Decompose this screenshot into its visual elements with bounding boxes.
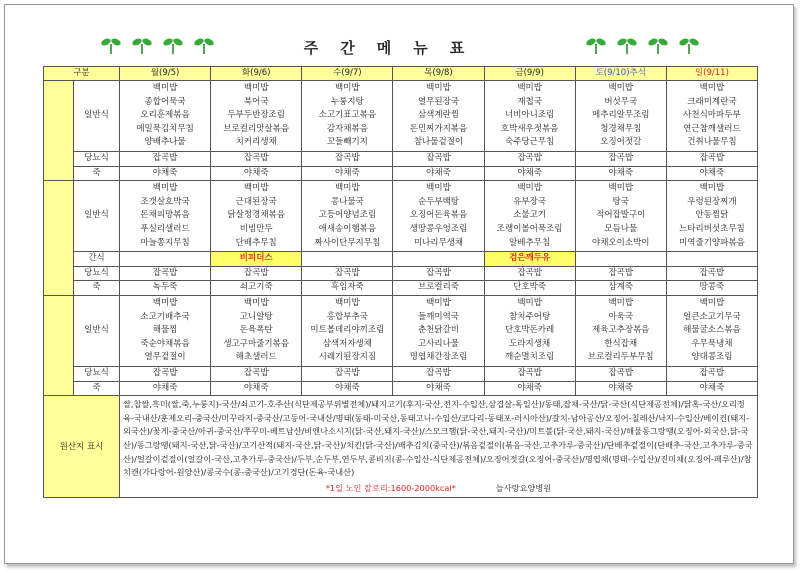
menu-item: 순두부백탕	[417, 196, 460, 207]
snack-cell: 검은깨두유	[484, 252, 575, 267]
menu-cell	[666, 81, 757, 152]
menu-item: 참나물겉절이	[413, 137, 464, 148]
menu-item: 백미밥	[243, 297, 269, 308]
diabetic-cell: 잡곡밥	[302, 266, 393, 281]
menu-item: 명엽채간장조림	[409, 352, 468, 363]
menu-item: 백미밥	[426, 297, 451, 308]
menu-item: 모듬나물	[604, 223, 638, 234]
day-header: 일(9/11)	[666, 67, 757, 81]
diabetic-cell: 잡곡밥	[484, 266, 575, 281]
menu-cell	[575, 295, 666, 366]
menu-item: 우무묵냉채	[691, 338, 733, 349]
sprout-icon	[585, 35, 607, 55]
menu-item: 해물굴소스볶음	[683, 325, 741, 336]
menu-item: 미나리무생채	[413, 237, 464, 248]
menu-cell	[575, 181, 666, 252]
menu-item: 열무된장국	[417, 96, 460, 107]
porridge-cell: 야채죽	[302, 381, 393, 396]
sprout-decoration-left	[100, 35, 215, 55]
menu-cell	[302, 295, 393, 366]
menu-item: 느타리버섯초무침	[679, 223, 745, 234]
weekly-menu-table	[43, 66, 758, 498]
menu-item: 푸실리샐러드	[140, 223, 190, 234]
day-header: 화(9/6)	[211, 67, 302, 81]
diabetic-cell: 잡곡밥	[484, 152, 575, 167]
menu-item: 단배추무침	[235, 237, 277, 248]
porridge-cell: 야채죽	[393, 381, 484, 396]
menu-item: 우렁된장찌개	[687, 196, 737, 207]
menu-item: 소고기배추국	[140, 311, 190, 322]
porridge-cell: 야채죽	[484, 166, 575, 181]
porridge-cell: 야채죽	[575, 381, 666, 396]
menu-item: 백미밥	[335, 83, 360, 94]
general-label: 일반식	[74, 81, 120, 152]
menu-item: 단호박돈카레	[504, 325, 555, 336]
diabetic-label: 당뇨식	[74, 266, 120, 281]
menu-item: 아욱국	[608, 311, 634, 322]
sprout-decoration-right	[585, 35, 700, 55]
menu-cell	[484, 81, 575, 152]
menu-item: 춘천닭갈비	[417, 325, 460, 336]
menu-item: 두부두반장조림	[227, 110, 285, 121]
menu-item: 홍합부추국	[326, 311, 368, 322]
menu-item: 사천식마파두부	[683, 110, 741, 121]
origin-label: 원산지 표시	[44, 396, 120, 498]
menu-item: 참치주어탕	[509, 311, 551, 322]
menu-cell	[211, 181, 302, 252]
menu-item: 백미밥	[517, 83, 542, 94]
menu-item: 해물찜	[152, 325, 178, 336]
porridge-cell: 단호박죽	[484, 281, 575, 296]
header-row	[44, 67, 758, 81]
menu-item: 백미밥	[243, 83, 269, 94]
day-header: 수(9/7)	[302, 67, 393, 81]
menu-item: 숙주당근무침	[504, 137, 555, 148]
menu-item: 열무겉절이	[144, 352, 186, 363]
porridge-cell: 야채죽	[666, 166, 757, 181]
sprout-icon	[162, 35, 184, 55]
menu-item: 브로컬리맛살볶음	[223, 123, 290, 134]
menu-item: 한식잡채	[604, 338, 638, 349]
footer-line	[123, 482, 754, 496]
breakfast-label	[44, 81, 74, 181]
snack-cell	[575, 252, 666, 267]
menu-cell	[393, 81, 484, 152]
menu-item: 백미밥	[152, 297, 178, 308]
menu-cell	[575, 81, 666, 152]
diabetic-cell: 잡곡밥	[575, 266, 666, 281]
menu-item: 고사리나물	[417, 338, 460, 349]
lunch-general-row	[44, 181, 758, 252]
snack-cell: 비피더스	[211, 252, 302, 267]
day-header: 금(9/9)	[484, 67, 575, 81]
diabetic-cell: 잡곡밥	[484, 366, 575, 381]
menu-item: 북어국	[243, 96, 269, 107]
menu-item: 종합어묵국	[144, 96, 186, 107]
diabetic-cell: 잡곡밥	[666, 152, 757, 167]
calorie-note: *1일 노인 칼로리:1600-2000kcal*	[325, 482, 456, 493]
sprout-icon	[193, 35, 215, 55]
porridge-cell: 땅콩죽	[666, 281, 757, 296]
menu-item: 백미밥	[152, 183, 178, 194]
menu-item: 적어잡발구이	[596, 210, 646, 221]
menu-item: 시래기된장지짐	[318, 352, 377, 363]
porridge-cell: 야채죽	[575, 166, 666, 181]
menu-item: 콩나물국	[330, 196, 364, 207]
menu-item: 돈채피망볶음	[140, 210, 190, 221]
menu-item: 건취나물무침	[687, 137, 737, 148]
menu-item: 애새송이햄볶음	[318, 223, 377, 234]
menu-item: 호박새우젓볶음	[500, 123, 559, 134]
menu-item: 백미밥	[608, 83, 634, 94]
menu-item: 오징어돈육볶음	[409, 210, 468, 221]
menu-cell	[666, 181, 757, 252]
porridge-cell: 야채죽	[120, 166, 211, 181]
lunch-porridge-row	[44, 281, 758, 296]
menu-item: 백미밥	[152, 83, 178, 94]
diabetic-cell: 잡곡밥	[393, 366, 484, 381]
origin-text-cell	[120, 396, 758, 498]
menu-cell	[666, 295, 757, 366]
diabetic-cell: 잡곡밥	[666, 266, 757, 281]
menu-item: 백미밥	[517, 297, 542, 308]
porridge-cell: 삼계죽	[575, 281, 666, 296]
origin-text: 쌀,찹쌀,흑미(쌀,죽,누룽지)-국산/쇠고기-호주산(식단제공부위별전체)/돼지고기(후지-국산,전지-수입산,삼겹살-독일산)/동태,잡채-국산/닭-국산(식단제공전체)/닭혹-국산/오리정육-국내산/훈제오리-중국산/미꾸라지-중국산/고등어-국내산/명태(동태-미국산,동태고니-수입산/코다리-동태포-러시아산)/갈치-남아공산/오징어-칠레산/낙지-수입산/베이컨(돼지-외국산)/꽃게-중국산/아귀-중국산/쭈꾸미-베트남산/비엔나소시지(닭-국산,돼지-국산)/스모크햄(닭-국산,돼지-국산)/미트볼(닭-국산,돼지-국산)/해물동그랑땡(오징어-외국산,닭-국산)/동그랑땡(돼지-국산,닭-국산)/고기산적(돼지-국산,닭-국산)/치킨(닭-국산)/배추김치(중국산)/볶음겉절이(볶음-국산,고추가루-중국산)/단배추겉절이(단배추-국산,고추가루-중국산)/얼갈이겉절이(얼갈이-국산,고추가루-중국산)/두부,순두부,연두부,콩비지(콩-수입산-식단제공전체)/오징어젓갈(오징어-중국산)/명엽채(명태-수입산)/진미채(오징어-페루산)/참치캔(가다랑어-원양산)/콩국수(콩-중국산)/고기경단(돈육-국내산)	[123, 399, 753, 478]
menu-item: 미트볼데리야끼조림	[310, 325, 385, 336]
porridge-cell: 야채죽	[211, 381, 302, 396]
diabetic-cell: 잡곡밥	[211, 266, 302, 281]
lunch-label	[44, 181, 74, 296]
menu-item: 크래미계란국	[687, 96, 737, 107]
menu-item: 백미밥	[608, 297, 634, 308]
menu-cell	[393, 181, 484, 252]
sprout-icon	[616, 35, 638, 55]
menu-item: 짜사이단무지무침	[314, 237, 381, 248]
diabetic-cell: 잡곡밥	[393, 152, 484, 167]
menu-item: 삼색저자생채	[322, 338, 372, 349]
menu-item: 메추리알무조림	[592, 110, 650, 121]
menu-item: 백미밥	[699, 183, 725, 194]
snack-cell	[393, 252, 484, 267]
menu-item: 오징어젓갈	[600, 137, 642, 148]
snack-cell	[120, 252, 211, 267]
menu-item: 야채오이소박이	[592, 237, 650, 248]
porridge-label: 죽	[74, 166, 120, 181]
diabetic-cell: 잡곡밥	[211, 366, 302, 381]
menu-item: 제육고추장볶음	[592, 325, 650, 336]
diabetic-cell: 잡곡밥	[120, 366, 211, 381]
menu-cell	[211, 295, 302, 366]
day-header: 목(9/8)	[393, 67, 484, 81]
sprout-icon	[100, 35, 122, 55]
header-label: 구분	[44, 67, 120, 81]
dinner-label	[44, 295, 74, 395]
menu-item: 백미밥	[699, 297, 725, 308]
porridge-cell: 쇠고기죽	[211, 281, 302, 296]
diabetic-cell: 잡곡밥	[302, 366, 393, 381]
menu-cell	[302, 181, 393, 252]
menu-item: 유부장국	[513, 196, 547, 207]
menu-item: 백미밥	[426, 183, 451, 194]
snack-cell	[666, 252, 757, 267]
origin-row	[44, 396, 758, 498]
porridge-cell: 야채죽	[666, 381, 757, 396]
menu-item: 브로컬리두부무침	[587, 352, 654, 363]
porridge-cell: 야채죽	[120, 381, 211, 396]
menu-item: 재첩국	[517, 96, 542, 107]
menu-cell	[484, 181, 575, 252]
snack-cell	[302, 252, 393, 267]
diabetic-cell: 잡곡밥	[120, 266, 211, 281]
menu-item: 도라지생채	[509, 338, 551, 349]
menu-item: 고니알탕	[239, 311, 273, 322]
menu-item: 알배추무침	[509, 237, 551, 248]
menu-item: 청경채무침	[600, 123, 642, 134]
diabetic-cell: 잡곡밥	[666, 366, 757, 381]
menu-item: 소고기표고볶음	[318, 110, 377, 121]
menu-cell	[120, 81, 211, 152]
menu-item: 너비아니조림	[504, 110, 555, 121]
sprout-icon	[678, 35, 700, 55]
menu-item: 생땅콩우엉조림	[409, 223, 468, 234]
menu-item: 소불고기	[513, 210, 547, 221]
menu-item: 닭살청경채볶음	[227, 210, 285, 221]
diabetic-label: 당뇨식	[74, 366, 120, 381]
menu-item: 버섯무국	[604, 96, 638, 107]
menu-item: 양배추나물	[144, 137, 186, 148]
diabetic-cell: 잡곡밥	[575, 366, 666, 381]
lunch-diabetic-row	[44, 266, 758, 281]
diabetic-cell: 잡곡밥	[575, 152, 666, 167]
diabetic-label: 당뇨식	[74, 152, 120, 167]
dinner-diabetic-row	[44, 366, 758, 381]
menu-cell	[120, 181, 211, 252]
menu-item: 탕국	[612, 196, 629, 207]
porridge-cell: 흑임자죽	[302, 281, 393, 296]
menu-item: 깨순멸치조림	[504, 352, 555, 363]
breakfast-diabetic-row	[44, 152, 758, 167]
breakfast-porridge-row	[44, 166, 758, 181]
menu-cell	[211, 81, 302, 152]
general-label: 일반식	[74, 181, 120, 252]
menu-item: 메밀묵김치무침	[136, 123, 194, 134]
menu-item: 삼색계란찜	[417, 110, 460, 121]
menu-item: 양대콩조림	[691, 352, 733, 363]
menu-item: 백미밥	[426, 83, 451, 94]
diabetic-cell: 잡곡밥	[120, 152, 211, 167]
menu-item: 죽순야채볶음	[140, 338, 190, 349]
menu-item: 백미밥	[699, 83, 725, 94]
menu-cell	[302, 81, 393, 152]
menu-item: 백미밥	[608, 183, 634, 194]
diabetic-cell: 잡곡밥	[302, 152, 393, 167]
menu-item: 연근참깨샐러드	[683, 123, 741, 134]
menu-cell	[484, 295, 575, 366]
sprout-icon	[647, 35, 669, 55]
porridge-cell: 야채죽	[484, 381, 575, 396]
menu-item: 오리훈제볶음	[140, 110, 190, 121]
day-header: 토(9/10)추석	[575, 67, 666, 81]
dinner-general-row	[44, 295, 758, 366]
menu-item: 얼큰소고기무국	[683, 311, 741, 322]
general-label: 일반식	[74, 295, 120, 366]
menu-item: 백미밥	[335, 297, 360, 308]
porridge-label: 죽	[74, 381, 120, 396]
hospital-name: 늘사랑요양병원	[495, 482, 552, 493]
menu-item: 안동찜닭	[695, 210, 729, 221]
snack-label: 간식	[74, 252, 120, 267]
menu-item: 꼬들빼기지	[326, 137, 368, 148]
menu-item: 감자채볶음	[326, 123, 368, 134]
diabetic-cell: 잡곡밥	[393, 266, 484, 281]
diabetic-cell: 잡곡밥	[211, 152, 302, 167]
menu-item: 누룽지탕	[330, 96, 364, 107]
menu-item: 돈민찌가지볶음	[409, 123, 468, 134]
porridge-label: 죽	[74, 281, 120, 296]
day-header: 월(9/5)	[120, 67, 211, 81]
menu-item: 백미밥	[243, 183, 269, 194]
porridge-cell: 브로컬리죽	[393, 281, 484, 296]
menu-item: 해초샐러드	[235, 352, 277, 363]
menu-cell	[393, 295, 484, 366]
breakfast-general-row	[44, 81, 758, 152]
menu-item: 생고구마줄기볶음	[223, 338, 290, 349]
title-row	[5, 5, 793, 63]
sprout-icon	[131, 35, 153, 55]
menu-item: 들깨미역국	[417, 311, 460, 322]
lunch-snack-row	[44, 252, 758, 267]
porridge-cell: 야채죽	[211, 166, 302, 181]
menu-item: 백미밥	[517, 183, 542, 194]
menu-cell	[120, 295, 211, 366]
dinner-porridge-row	[44, 381, 758, 396]
menu-item: 조갯살호박국	[140, 196, 190, 207]
porridge-cell: 야채죽	[302, 166, 393, 181]
porridge-cell: 녹두죽	[120, 281, 211, 296]
menu-item: 돈육폭탄	[239, 325, 273, 336]
menu-item: 고등어양념조림	[318, 210, 377, 221]
menu-item: 미역줄기양파볶음	[679, 237, 745, 248]
porridge-cell: 야채죽	[393, 166, 484, 181]
menu-item: 백미밥	[335, 183, 360, 194]
menu-item: 치커리생채	[235, 137, 277, 148]
menu-sheet	[4, 4, 794, 564]
menu-item: 마늘쫑지무침	[140, 237, 190, 248]
menu-item: 비빔만두	[239, 223, 273, 234]
page-title: 주간메뉴표	[303, 39, 487, 57]
menu-item: 근대된장국	[235, 196, 277, 207]
menu-item: 조랭이볼어묵조림	[496, 223, 563, 234]
